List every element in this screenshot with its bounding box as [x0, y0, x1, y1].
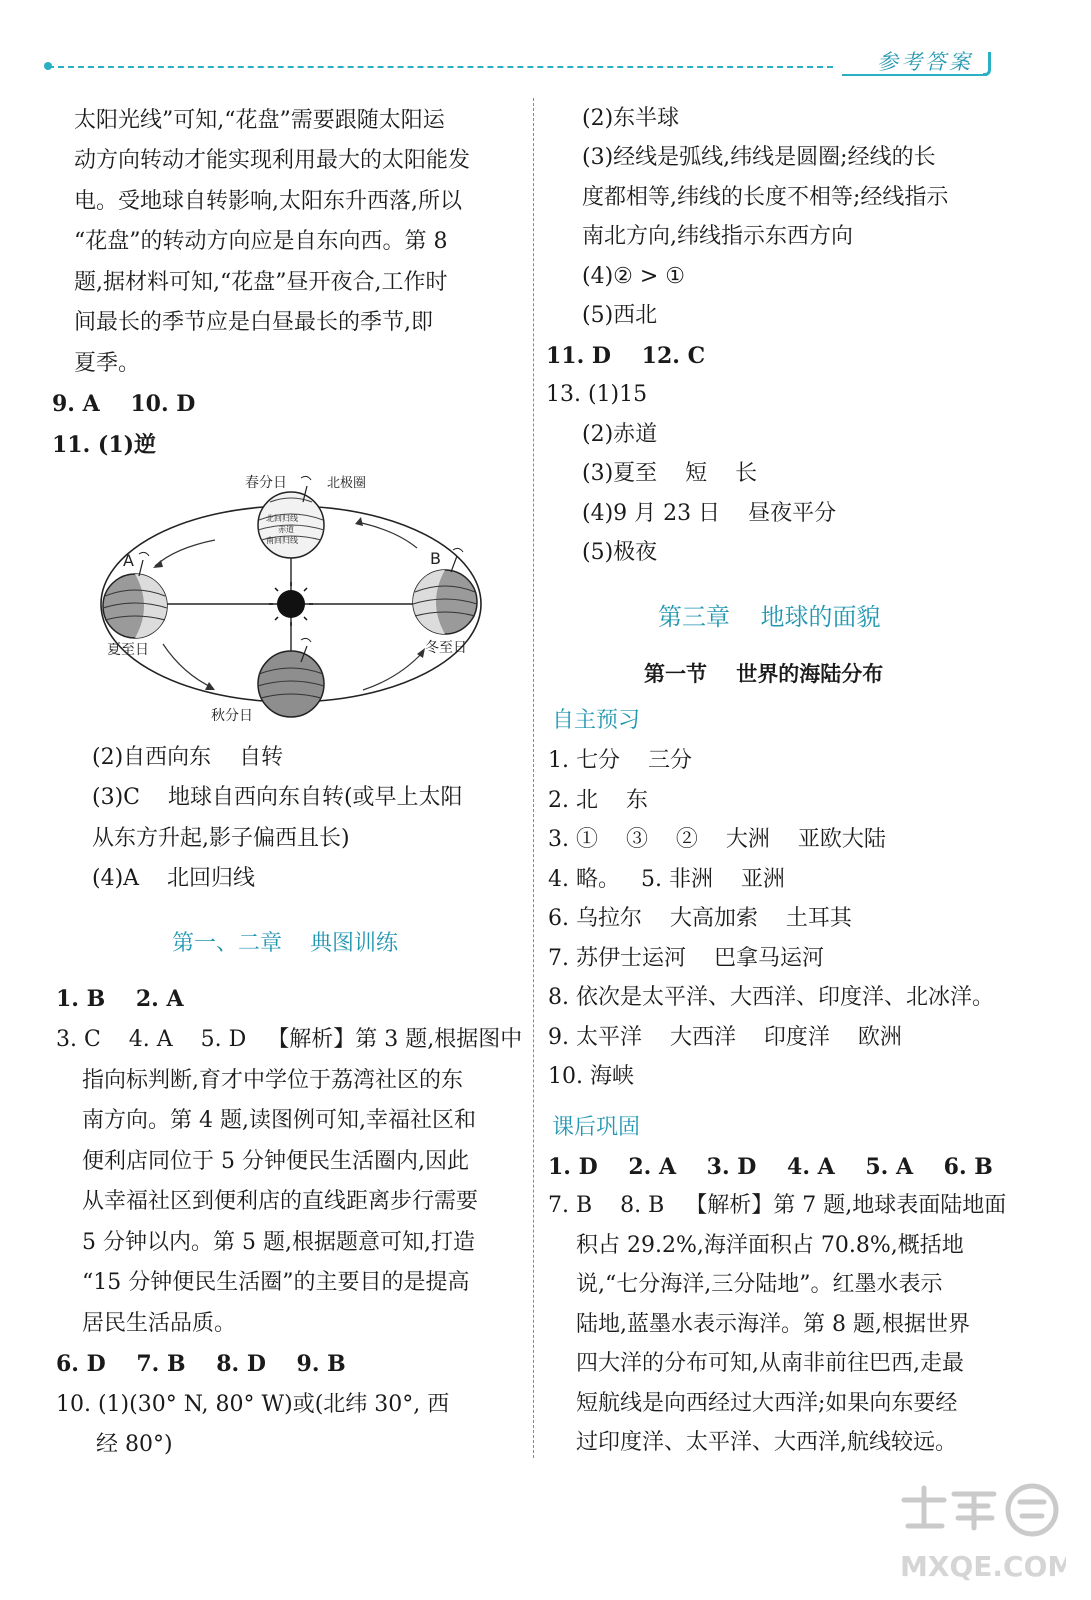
text-line: 指向标判断,育才中学位于荔湾社区的东	[82, 1068, 463, 1093]
arrow-icon	[363, 652, 423, 690]
header-tag-text: 参考答案	[877, 50, 973, 74]
review-1-6: 1. D 2. A 3. D 4. A 5. A 6. B	[548, 1154, 993, 1180]
answer-line: (5)极夜	[582, 540, 658, 565]
text-line: 四大洋的分布可知,从南非前往巴西,走最	[576, 1351, 964, 1376]
section-title-typical-maps: 第一、二章 典图训练	[172, 931, 398, 956]
preview-line: 7. 苏伊士运河 巴拿马运河	[548, 946, 824, 971]
text-line: 积占 29.2%,海洋面积占 70.8%,概括地	[576, 1233, 964, 1258]
answer-11-4: (4)A 北回归线	[92, 866, 256, 891]
arrow-icon	[205, 682, 215, 690]
answer-11-3a: (3)C 地球自西向东自转(或早上太阳	[92, 785, 463, 810]
preview-heading: 自主预习	[552, 708, 641, 733]
preview-line: 9. 太平洋 大西洋 印度洋 欧洲	[548, 1025, 902, 1050]
label-summer-solstice: 夏至日	[107, 642, 149, 658]
text-line: 题,据材料可知,“花盘”昼开夜合,工作时	[74, 270, 448, 295]
training-10b: 经 80°)	[96, 1432, 173, 1457]
preview-line: 2. 北 东	[548, 788, 648, 813]
earth-orbit-diagram	[95, 468, 495, 726]
preview-line: 4. 略。 5. 非洲 亚洲	[548, 867, 785, 892]
text-line: 3. C 4. A 5. D 【解析】第 3 题,根据图中	[56, 1027, 523, 1052]
header-dashed-rule	[48, 66, 833, 68]
chapter-title: 第三章 地球的面貌	[658, 603, 881, 631]
training-1-2: 1. B 2. A	[56, 986, 184, 1012]
text-line: 间最长的季节应是白昼最长的季节,即	[74, 310, 433, 335]
answer-11-3b: 从东方升起,影子偏西且长)	[92, 826, 350, 851]
subsection-title: 第一节 世界的海陆分布	[644, 661, 884, 686]
svg-text:赤道: 赤道	[278, 525, 294, 534]
svg-text:MXQE.COM: MXQE.COM	[900, 1550, 1066, 1582]
svg-text:北回归线: 北回归线	[266, 514, 298, 523]
preview-line: 8. 依次是太平洋、大西洋、印度洋、北冰洋。	[548, 985, 994, 1010]
header-tag-underline	[842, 74, 987, 76]
label-B: B	[430, 549, 441, 568]
header-tag-bracket	[983, 52, 991, 76]
arrow-icon	[355, 517, 363, 526]
answer-11-12: 11. D 12. C	[546, 343, 706, 369]
answer-9-10: 9. A 10. D	[52, 391, 196, 417]
text-line: 短航线是向西经过大西洋;如果向东要经	[576, 1391, 958, 1416]
text-line: 电。受地球自转影响,太阳东升西落,所以	[74, 189, 462, 214]
preview-line: 6. 乌拉尔 大高加索 土耳其	[548, 906, 852, 931]
answer-line: (4)② > ①	[582, 264, 686, 289]
arrow-icon	[155, 540, 215, 566]
text-line: 过印度洋、太平洋、大西洋,航线较远。	[576, 1430, 957, 1455]
training-6-9: 6. D 7. B 8. D 9. B	[56, 1351, 346, 1377]
svg-text:南回归线: 南回归线	[266, 536, 298, 545]
text-line: 夏季。	[74, 351, 141, 376]
text-line: 便利店同位于 5 分钟便民生活圈内,因此	[82, 1149, 469, 1174]
label-spring-equinox: 春分日	[245, 475, 287, 491]
answer-line: 南北方向,纬线指示东西方向	[582, 224, 853, 249]
text-line: 南方向。第 4 题,读图例可知,幸福社区和	[82, 1108, 476, 1133]
text-line: 从幸福社区到便利店的直线距离步行需要	[82, 1189, 479, 1214]
globe-winter-solstice	[413, 548, 477, 634]
text-line: 太阳光线”可知,“花盘”需要跟随太阳运	[74, 108, 445, 133]
text-line: 7. B 8. B 【解析】第 7 题,地球表面陆地面	[548, 1193, 1007, 1218]
label-arctic-circle: 北极圈	[327, 476, 367, 491]
label-autumn-equinox: 秋分日	[211, 708, 253, 724]
label-A: A	[123, 551, 134, 570]
watermark-logo	[898, 1482, 1066, 1582]
header-tag	[842, 42, 992, 78]
review-heading: 课后巩固	[552, 1115, 641, 1140]
arrow-icon	[163, 644, 213, 688]
answer-line: (3)经线是弧线,纬线是圆圈;经线的长	[582, 145, 936, 170]
sun-icon	[277, 590, 305, 618]
answer-line: (5)西北	[582, 303, 658, 328]
text-line: 5 分钟以内。第 5 题,根据题意可知,打造	[82, 1230, 475, 1255]
answer-13: 13. (1)15	[546, 382, 648, 407]
preview-line: 3. ① ③ ② 大洲 亚欧大陆	[548, 827, 886, 852]
answer-line: (3)夏至 短 长	[582, 461, 758, 486]
answer-11-2: (2)自西向东 自转	[92, 745, 284, 770]
training-10a: 10. (1)(30° N, 80° W)或(北纬 30°, 西	[56, 1392, 450, 1417]
answer-line: (2)东半球	[582, 106, 680, 131]
answer-11: 11. (1)逆	[52, 432, 157, 458]
answer-line: (2)赤道	[582, 422, 658, 447]
preview-line: 10. 海峡	[548, 1064, 634, 1089]
answer-line: (4)9 月 23 日 昼夜平分	[582, 501, 837, 526]
text-line: 说,“七分海洋,三分陆地”。红墨水表示	[576, 1272, 943, 1297]
column-divider	[533, 98, 534, 1458]
text-line: 陆地,蓝墨水表示海洋。第 8 题,根据世界	[576, 1312, 970, 1337]
text-line: 居民生活品质。	[82, 1311, 237, 1336]
answer-line: 度都相等,纬线的长度不相等;经线指示	[582, 185, 949, 210]
text-line: “15 分钟便民生活圈”的主要目的是提高	[82, 1270, 470, 1295]
text-line: “花盘”的转动方向应是自东向西。第 8	[74, 229, 448, 254]
label-winter-solstice: 冬至日	[425, 640, 467, 656]
preview-line: 1. 七分 三分	[548, 748, 692, 773]
text-line: 动方向转动才能实现利用最大的太阳能发	[74, 148, 471, 173]
arrow-icon	[357, 522, 417, 548]
